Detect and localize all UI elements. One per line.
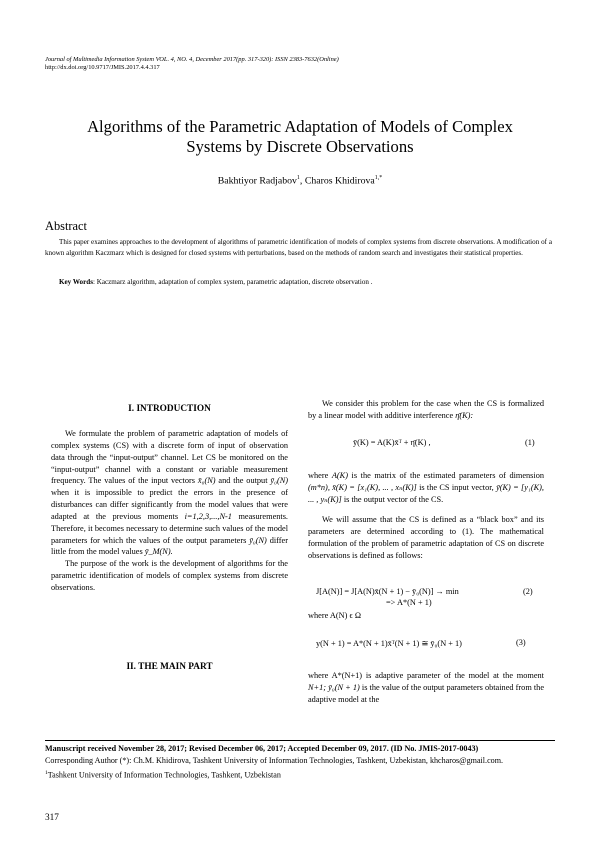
input-vector-definition: x̄(K) = [x₁(K), ... , xₙ(K)] <box>332 483 417 493</box>
intro-paragraph-2: The purpose of the work is the development of algorithms for the parametric identification of models of complex systems from discrete observations. <box>51 559 288 592</box>
equation-3-number: (3) <box>516 638 526 647</box>
right-paragraph-4 <box>308 662 544 714</box>
manuscript-dates <box>45 743 552 755</box>
input-vector-text: is the CS input vector, <box>419 483 494 493</box>
author-list <box>45 172 555 187</box>
linear-model-text: We consider this problem for the case when the CS is formalized by a linear model with additive interference <box>308 399 544 420</box>
section-2-heading: II. THE MAIN PART <box>126 662 213 672</box>
footnote-block <box>45 743 552 782</box>
title-line-1: Algorithms of the Parametric Adaptation of Models of Complex <box>87 117 513 136</box>
equation-2-line-2: => A*(N + 1) <box>386 598 432 607</box>
author-1-name: Bakhtiyor Radjabov <box>217 175 297 187</box>
author-1-affiliation-mark: 1 <box>296 175 300 181</box>
adaptive-output-text: is the value of the output parameters obtained from the adaptive model at the <box>308 683 545 704</box>
dimension-symbol: (m*n), <box>308 483 330 493</box>
journal-citation: Journal of Multimedia Information System VOL. 4, NO. 4, December 2017(pp. 317-320): ISSN 2383-7632(Online) <box>45 56 339 63</box>
output-vector-definition: ȳ(K) = [y₁(K), ... , yₙ(K)] <box>308 483 544 504</box>
page-number: 317 <box>45 813 59 823</box>
intro-text-e: differ little from the model values <box>51 535 288 557</box>
intro-paragraph-1 <box>51 428 288 558</box>
left-column <box>51 428 288 594</box>
section-1-heading: I. INTRODUCTION <box>128 404 211 414</box>
adaptive-output-symbol: ȳ₀(N + 1) <box>328 683 360 693</box>
moments-range: i=1,2,3,...,N-1 <box>184 511 232 521</box>
output-vector-symbol: ȳ₀(N) <box>270 476 289 486</box>
adaptive-parameter-text: where A*(N+1) is adaptive parameter of the model at the moment <box>308 671 544 681</box>
input-vector-symbol: x̄₀(N) <box>197 476 216 486</box>
abstract-text: This paper examines approaches to the development of algorithms of parametric identification of models of complex systems from discrete observations. A modification of a known algorithm Kaczmarz which is designed for closed systems with perturbations, based on the methods of random search and investigates their statistical properties. <box>45 238 552 258</box>
intro-text-b: and the output <box>218 476 268 486</box>
interference-symbol: η̄(K): <box>455 410 474 420</box>
author-2-affiliation-mark: 1,* <box>374 175 383 181</box>
equation-2-line-1: J[A(N)] = J[A(N)x̄(N + 1) − ȳ₀(N)] → min <box>316 587 459 596</box>
keywords <box>59 277 552 288</box>
equation-1-number: (1) <box>525 438 535 447</box>
problem-formulation-paragraph: We will assume that the CS is defined as a “black box” and its parameters are determined according to (1). The mathematical formulation of the problem of parametric adaptation of CS on discrete observations is defined as follows: <box>308 515 544 560</box>
paper-title <box>45 117 555 157</box>
corresponding-author: Corresponding Author (*): Ch.M. Khidirova, Tashkent University of Information Technologies, Tashkent, Uzbekistan, khcharos@gmail.com. <box>45 756 504 766</box>
equation-1: ȳ(K) = A(K)x̄ᵀ + η̄(K) , <box>353 438 431 447</box>
abstract-heading: Abstract <box>45 219 87 233</box>
intro-text-a: We formulate the problem of parametric adaptation of models of complex systems (CS) with a discrete form of input of observation data through the “input-output” channel. Let CS be monitored on the “input-output” channel with a constant or variable measurement frequency. The values of the input vectors <box>51 429 288 486</box>
parameter-domain: where A(N) ϵ Ω <box>308 611 362 620</box>
keywords-label: Key Words <box>59 278 93 286</box>
matrix-description: is the matrix of the estimated parameters of dimension <box>351 471 545 481</box>
matrix-definition-paragraph <box>308 470 544 506</box>
right-column-continued <box>308 462 544 570</box>
intro-text-d: measurements. Therefore, it becomes necessary to determine such values of the model parameters for which the values of the output parameters <box>51 511 289 545</box>
affiliation <box>45 767 552 782</box>
affiliation-text: Tashkent University of Information Technologies, Tashkent, Uzbekistan <box>47 770 281 780</box>
model-values-symbol: ȳ_M(N). <box>144 547 173 557</box>
output-params-symbol: ȳ₀(N) <box>249 535 267 545</box>
intro-text-c: when it is impossible to predict the errors in the presence of disturbances can differ significantly from the model values that were adapted at the previous moments <box>51 488 288 521</box>
matrix-symbol: A(K) <box>331 471 348 481</box>
title-line-2: Systems by Discrete Observations <box>186 137 414 156</box>
author-separator: , <box>299 175 305 187</box>
output-vector-text: is the output vector of the CS. <box>343 494 444 504</box>
equation-2-number: (2) <box>523 587 533 596</box>
equation-3: y(N + 1) = A*(N + 1)x̄ᵀ(N + 1) ≅ ȳ₀(N + 1) <box>316 639 462 648</box>
moment-symbol: N+1; <box>308 683 327 693</box>
author-2-name: Charos Khidirova <box>304 175 375 187</box>
journal-header <box>45 56 555 73</box>
doi-link[interactable]: http://dx.doi.org/10.9717/JMIS.2017.4.4.317 <box>45 64 160 72</box>
manuscript-received: Manuscript received November 28, 2017; Revised December 06, 2017; Accepted December 09, 2017. (ID No. JMIS-2017-0043) <box>45 744 479 753</box>
affiliation-mark: 1 <box>45 770 48 777</box>
where-text: where <box>308 471 329 481</box>
keywords-list: : Kaczmarz algorithm, adaptation of complex system, parametric adaptation, discrete observation . <box>92 278 373 286</box>
footnote-rule <box>45 740 555 741</box>
